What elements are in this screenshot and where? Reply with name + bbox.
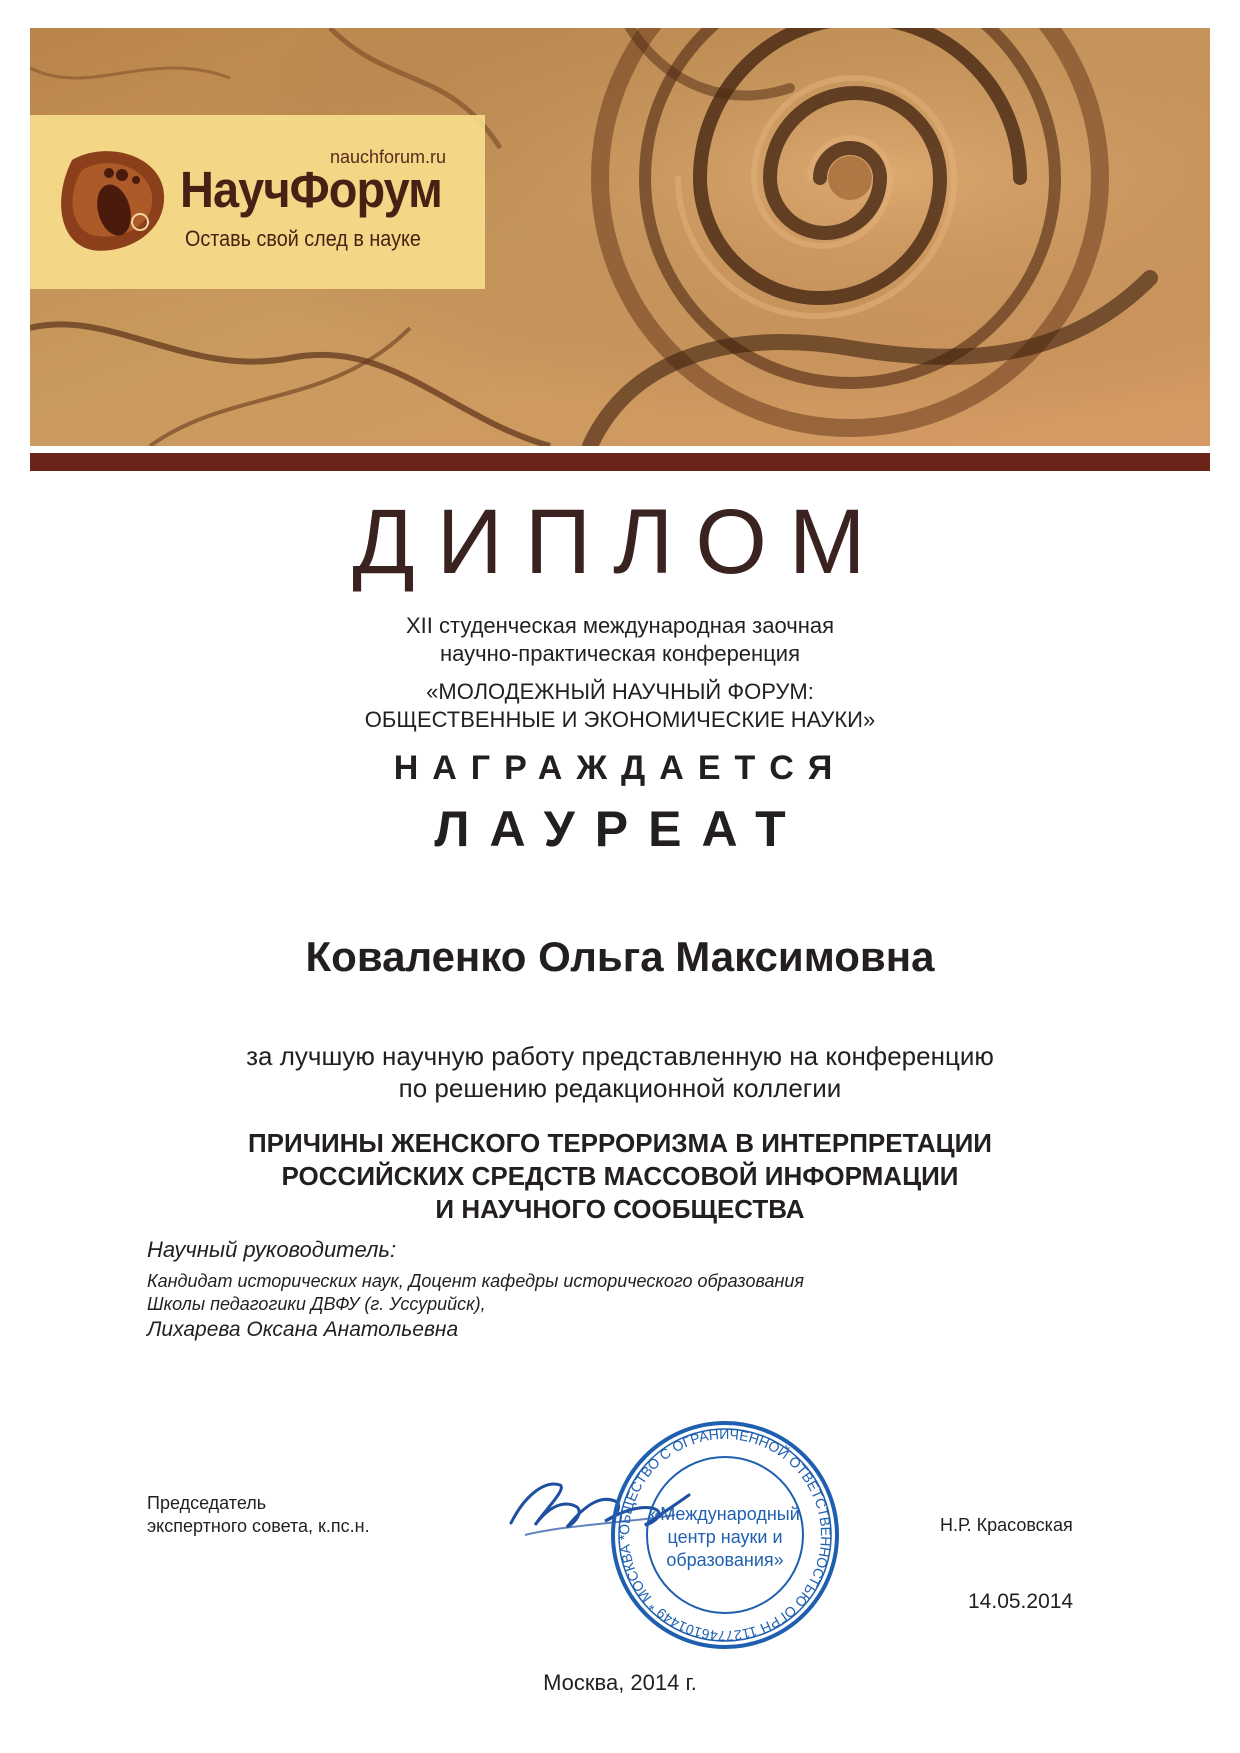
logo-name: НаучФорум — [180, 161, 442, 218]
stamp-line-2: центр науки и — [667, 1527, 783, 1547]
conference-line-3: «МОЛОДЕЖНЫЙ НАУЧНЫЙ ФОРУМ: — [426, 679, 814, 704]
chair-title — [147, 1492, 370, 1538]
stamp-ring-text: ОБЩЕСТВО С ОГРАНИЧЕННОЙ ОТВЕТСТВЕННОСТЬЮ ОГРН 1127746101449 * МОСКВА * — [615, 1425, 835, 1645]
supervisor-details — [147, 1270, 804, 1316]
conference-line-4: ОБЩЕСТВЕННЫЕ И ЭКОНОМИЧЕСКИЕ НАУКИ» — [364, 707, 876, 732]
awarded-heading: НАГРАЖДАЕТСЯ — [393, 749, 847, 787]
chair-line-1: Председатель — [147, 1493, 267, 1513]
logo-url: nauchforum.ru — [329, 147, 446, 167]
award-level: ЛАУРЕАТ — [434, 801, 806, 857]
signer-name: Н.Р. Красовская — [940, 1515, 1073, 1535]
footer-place-year: Москва, 2014 г. — [543, 1670, 697, 1695]
award-reason — [0, 1040, 1240, 1104]
conference-line-2: научно-практическая конференция — [439, 641, 800, 666]
diploma-title: ДИПЛОМ — [352, 491, 888, 593]
issue-date: 14.05.2014 — [968, 1590, 1074, 1613]
stamp-line-3: образования» — [666, 1550, 784, 1570]
stamp-line-1: «Международный — [650, 1504, 800, 1524]
conference-line-1: XII студенческая международная заочная — [405, 613, 834, 638]
supervisor-name: Лихарева Оксана Анатольевна — [147, 1318, 459, 1341]
recipient-name: Коваленко Ольга Максимовна — [305, 933, 935, 980]
chair-line-2: экспертного совета, к.пс.н. — [147, 1516, 370, 1536]
supervisor-details-line-2: Школы педагогики ДВФУ (г. Уссурийск), — [147, 1294, 486, 1314]
paper-title — [0, 1127, 1240, 1226]
paper-title-line-1: ПРИЧИНЫ ЖЕНСКОГО ТЕРРОРИЗМА В ИНТЕРПРЕТАЦИИ — [247, 1128, 992, 1158]
paper-title-line-3: И НАУЧНОГО СООБЩЕСТВА — [435, 1194, 805, 1224]
supervisor-label: Научный руководитель: — [147, 1237, 397, 1262]
supervisor-details-line-1: Кандидат исторических наук, Доцент кафедры исторического образования — [147, 1271, 805, 1291]
official-stamp — [605, 1415, 845, 1660]
reason-line-2: по решению редакционной коллегии — [398, 1073, 842, 1103]
footprint-logo-icon — [52, 140, 170, 263]
paper-title-line-2: РОССИЙСКИХ СРЕДСТВ МАССОВОЙ ИНФОРМАЦИИ — [281, 1161, 959, 1191]
header-divider-stripe — [30, 453, 1210, 471]
reason-line-1: за лучшую научную работу представленную на конференцию — [246, 1041, 994, 1071]
logo-tagline: Оставь свой след в науке — [185, 226, 421, 251]
